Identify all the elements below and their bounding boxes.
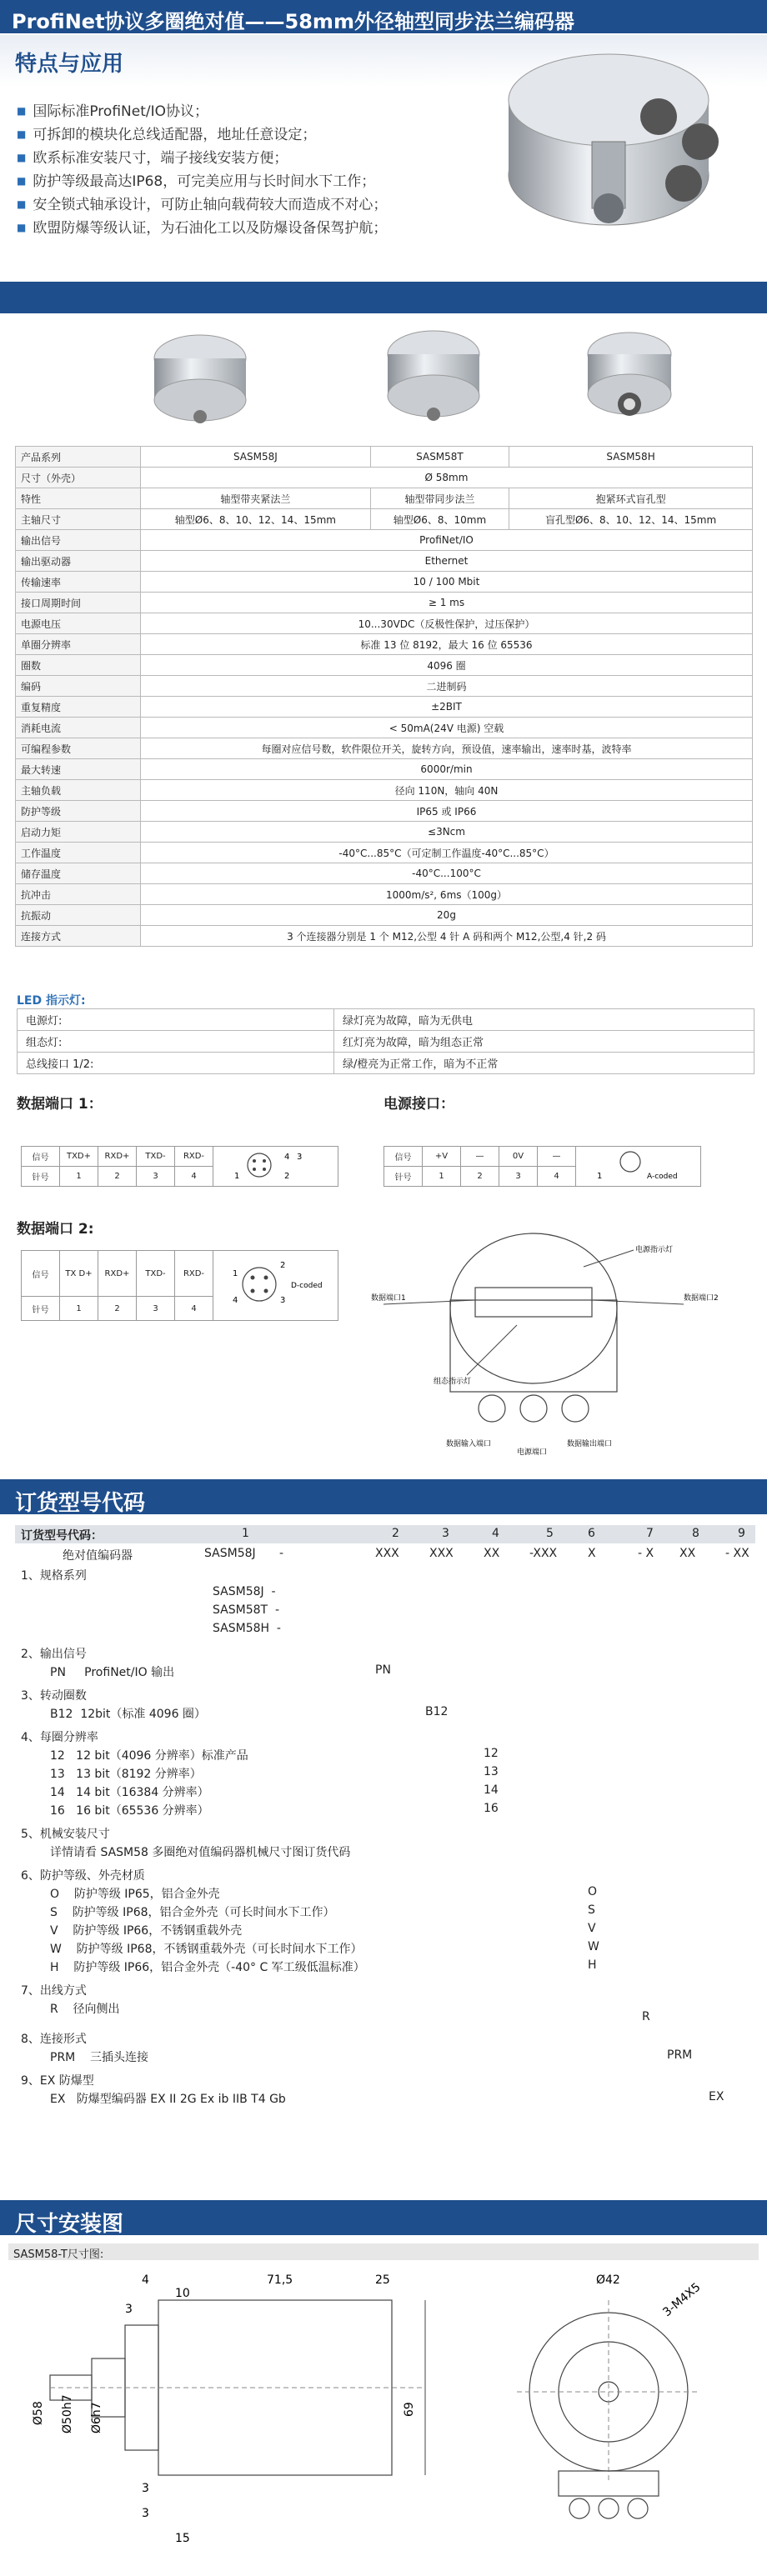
- order-item: PRM 三插头连接: [50, 2051, 149, 2064]
- order-model-cell: - X: [638, 1547, 654, 1560]
- order-item: PN ProfiNet/IO 输出: [50, 1666, 175, 1679]
- cell: 针号: [384, 1167, 423, 1187]
- connector-pin-icon: [580, 1147, 697, 1183]
- dim-label: 71,5: [267, 2273, 293, 2287]
- connector-diagram-cell: [576, 1147, 701, 1187]
- order-item: 详情请看 SASM58 多圈绝对值编码器机械尺寸图订货代码: [50, 1846, 351, 1859]
- svg-text:4: 4: [232, 1296, 238, 1305]
- spec-row: [16, 759, 753, 780]
- order-section-title: 9、EX 防爆型: [21, 2074, 94, 2088]
- order-item-code: O: [588, 1885, 598, 1898]
- cell: 1: [60, 1297, 98, 1321]
- order-item: SASM58T -: [213, 1603, 280, 1617]
- spec-label: 尺寸（外壳）: [16, 468, 141, 488]
- order-header-bar: [15, 1525, 755, 1543]
- spec-cell: < 50mA(24V 电源) 空载: [141, 718, 753, 738]
- order-item: R 径向侧出: [50, 2003, 120, 2016]
- order-section-title: 4、每圈分辨率: [21, 1731, 98, 1744]
- dim-label: Ø58: [32, 2401, 45, 2425]
- dcoded-label: D-coded: [290, 1282, 323, 1290]
- spec-table: [15, 446, 753, 947]
- spec-cell: 径向 110N，轴向 40N: [141, 780, 753, 801]
- encoder-port-diagram: [367, 1217, 750, 1467]
- spec-cell: ≥ 1 ms: [141, 593, 753, 613]
- config-led-label: 组态指示灯: [434, 1378, 472, 1386]
- order-item: B12 12bit（标准 4096 圈）: [50, 1708, 206, 1721]
- order-item: SASM58H -: [213, 1622, 281, 1635]
- led-title: LED 指示灯:: [17, 994, 86, 1008]
- order-section-title: 8、连接形式: [21, 2033, 87, 2046]
- data1-label: 数据端口1: [371, 1294, 406, 1303]
- product-image-sasm58t: [367, 321, 500, 433]
- dimension-sub: SASM58-T尺寸图:: [8, 2243, 759, 2260]
- order-section-title: 6、防护等级、外壳材质: [21, 1869, 145, 1883]
- order-item-code: 16: [484, 1802, 499, 1815]
- order-model-cell: XX: [484, 1547, 500, 1560]
- order-col-number: 1: [242, 1527, 249, 1540]
- spec-cell: 标准 13 位 8192，最大 16 位 65536: [141, 634, 753, 655]
- dimension-drawing: [25, 2267, 759, 2567]
- connector-pin-icon: [218, 1251, 334, 1318]
- cell: 1: [423, 1167, 461, 1187]
- cell: 3: [499, 1167, 538, 1187]
- dim-label: 3: [142, 2482, 149, 2495]
- order-item: S 防护等级 IP68，铝合金外壳（可长时间水下工作）: [50, 1906, 335, 1919]
- spec-row: [16, 551, 753, 572]
- spec-cell: 轴型Ø6、8、10mm: [370, 509, 509, 530]
- order-item-code: B12: [425, 1705, 449, 1718]
- spec-cell: SASM58T: [370, 447, 509, 468]
- svg-text:3: 3: [296, 1153, 302, 1162]
- svg-text:1: 1: [233, 1172, 239, 1181]
- order-item-code: R: [642, 2010, 650, 2023]
- spec-cell: 3 个连接器分别是 1 个 M12,公型 4 针 A 码和两个 M12,公型,4 针,2 码: [141, 926, 753, 947]
- cell: 针号: [22, 1297, 60, 1321]
- spec-cell: SASM58H: [509, 447, 753, 468]
- spec-label: 圈数: [16, 655, 141, 676]
- product-image-sasm58h: [567, 321, 692, 433]
- spec-row: [16, 822, 753, 843]
- order-item: SASM58J -: [213, 1585, 276, 1598]
- order-item-code: PRM: [667, 2048, 693, 2062]
- features-list: [17, 100, 387, 240]
- in-port-label: 数据输入端口: [446, 1440, 492, 1448]
- dim-label: 10: [175, 2287, 190, 2300]
- data-port2-table: [21, 1250, 338, 1321]
- svg-text:1: 1: [232, 1269, 238, 1278]
- order-item: V 防护等级 IP66，不锈钢重载外壳: [50, 1924, 243, 1938]
- order-col-number: 5: [546, 1527, 554, 1540]
- dim-label: 69: [403, 2402, 416, 2417]
- order-item-code: EX: [709, 2090, 724, 2103]
- spec-row: [16, 634, 753, 655]
- spec-cell: ≤3Ncm: [141, 822, 753, 843]
- spec-label: 产品系列: [16, 447, 141, 468]
- spec-label: 输出信号: [16, 530, 141, 551]
- order-col-number: 9: [738, 1527, 745, 1540]
- feature-item: ■ 可拆卸的模块化总线适配器，地址任意设定；: [17, 123, 387, 147]
- spec-label: 储存温度: [16, 863, 141, 884]
- cell: TXD-: [137, 1147, 175, 1167]
- order-item: 13 13 bit（8192 分辨率）: [50, 1768, 202, 1781]
- feature-item: ■ 安全锁式轴承设计，可防止轴向载荷较大而造成不对心；: [17, 193, 387, 217]
- connector-diagram-cell: [213, 1251, 338, 1321]
- spec-cell: IP65 或 IP66: [141, 801, 753, 822]
- cell: TXD+: [60, 1147, 98, 1167]
- led-label: 组态灯:: [18, 1031, 334, 1053]
- spec-cell: 1000m/s², 6ms（100g）: [141, 884, 753, 905]
- led-table: [17, 1008, 754, 1074]
- spec-label: 特性: [16, 488, 141, 509]
- spec-cell: -40°C...100°C: [141, 863, 753, 884]
- spec-row: [16, 676, 753, 697]
- order-col-number: 7: [646, 1527, 654, 1540]
- pwr-port-label: 电源端口: [517, 1448, 548, 1457]
- dim-label: 25: [375, 2273, 390, 2287]
- cell: TXD-: [137, 1251, 175, 1297]
- acoded-label: A-coded: [646, 1173, 678, 1181]
- order-item-code: S: [588, 1903, 595, 1917]
- svg-text:4: 4: [283, 1153, 289, 1162]
- order-item: 12 12 bit（4096 分辨率）标准产品: [50, 1749, 248, 1763]
- order-col-number: 3: [442, 1527, 449, 1540]
- cell: 1: [60, 1167, 98, 1187]
- spec-row: [16, 655, 753, 676]
- spec-row: [16, 843, 753, 863]
- order-item: EX 防爆型编码器 EX II 2G Ex ib IIB T4 Gb: [50, 2093, 286, 2106]
- led-text: 绿灯亮为故障，暗为无供电: [334, 1009, 754, 1031]
- order-item-code: 12: [484, 1747, 499, 1760]
- spec-label: 可编程参数: [16, 738, 141, 759]
- spec-label: 防护等级: [16, 801, 141, 822]
- cell: 0V: [499, 1147, 538, 1167]
- order-code-label: 订货型号代码：: [21, 1529, 103, 1543]
- order-item-code: 13: [484, 1765, 499, 1778]
- spec-cell: Ethernet: [141, 551, 753, 572]
- cell: 针号: [22, 1167, 60, 1187]
- spec-row: [16, 801, 753, 822]
- cell: RXD-: [175, 1147, 213, 1167]
- spec-label: 重复精度: [16, 697, 141, 718]
- out-port-label: 数据输出端口: [567, 1440, 613, 1448]
- order-item-code: V: [588, 1922, 596, 1935]
- led-label: 总线接口 1/2:: [18, 1053, 334, 1074]
- spec-row: [16, 447, 753, 468]
- feature-item: ■ 欧盟防爆等级认证，为石油化工以及防爆设备保驾护航；: [17, 217, 387, 240]
- spec-row: [16, 530, 753, 551]
- spec-label: 编码: [16, 676, 141, 697]
- product-image-sasm58j: [133, 325, 267, 433]
- svg-text:2: 2: [279, 1261, 285, 1270]
- spec-label: 消耗电流: [16, 718, 141, 738]
- data-port1-table: [21, 1146, 338, 1187]
- order-title: 订货型号代码: [15, 1491, 146, 1516]
- spec-label: 抗振动: [16, 905, 141, 926]
- cell: 3: [137, 1167, 175, 1187]
- spec-row: [16, 863, 753, 884]
- dim-label: 3: [142, 2507, 149, 2520]
- order-band: [0, 1479, 767, 1514]
- order-item: W 防护等级 IP68，不锈钢重载外壳（可长时间水下工作）: [50, 1943, 363, 1956]
- spec-row: [16, 509, 753, 530]
- cell: 4: [175, 1297, 213, 1321]
- cell: 信号: [384, 1147, 423, 1167]
- order-col-number: 6: [588, 1527, 595, 1540]
- spec-label: 单圈分辨率: [16, 634, 141, 655]
- spec-row: [16, 905, 753, 926]
- spec-row: [16, 926, 753, 947]
- order-model-cell: 绝对值编码器: [63, 1549, 133, 1563]
- order-model-cell: XXX: [429, 1547, 454, 1560]
- cell: —: [538, 1147, 576, 1167]
- order-item-code: 14: [484, 1783, 499, 1797]
- power-led-label: 电源指示灯: [635, 1246, 674, 1254]
- spec-cell: SASM58J: [141, 447, 371, 468]
- spec-row: [16, 884, 753, 905]
- spec-label: 抗冲击: [16, 884, 141, 905]
- svg-text:2: 2: [283, 1172, 289, 1181]
- features-title: 特点与应用: [15, 52, 124, 77]
- cell: 2: [98, 1297, 137, 1321]
- spec-cell: -40°C...85°C（可定制工作温度-40°C...85°C）: [141, 843, 753, 863]
- cell: 2: [461, 1167, 499, 1187]
- dim-label: Ø50h7: [61, 2394, 74, 2433]
- cell: 信号: [22, 1147, 60, 1167]
- order-model-cell: - XX: [725, 1547, 749, 1560]
- spec-label: 启动力矩: [16, 822, 141, 843]
- cell: 2: [98, 1167, 137, 1187]
- order-section-title: 5、机械安装尺寸: [21, 1828, 110, 1841]
- spec-cell: 6000r/min: [141, 759, 753, 780]
- order-model-cell: XX: [679, 1547, 696, 1560]
- order-section-title: 3、转动圈数: [21, 1689, 87, 1703]
- power-port-table: [384, 1146, 701, 1187]
- order-section-title: 7、出线方式: [21, 1984, 87, 1998]
- spec-cell: 轴型带夹紧法兰: [141, 488, 371, 509]
- order-section-title: 1、规格系列: [21, 1569, 87, 1583]
- spec-cell: 10...30VDC（反极性保护，过压保护）: [141, 613, 753, 634]
- spec-label: 连接方式: [16, 926, 141, 947]
- order-model-cell: X: [588, 1547, 596, 1560]
- spec-label: 主轴负载: [16, 780, 141, 801]
- cell: 4: [175, 1167, 213, 1187]
- spec-cell: 抱紧环式盲孔型: [509, 488, 753, 509]
- spec-label: 传输速率: [16, 572, 141, 593]
- spec-row: [16, 593, 753, 613]
- spec-label: 最大转速: [16, 759, 141, 780]
- order-item-code: PN: [375, 1663, 391, 1677]
- dim-label: 15: [175, 2532, 190, 2545]
- order-item-code: H: [588, 1958, 597, 1972]
- spec-label: 输出驱动器: [16, 551, 141, 572]
- order-model-cell: -XXX: [529, 1547, 558, 1560]
- spec-row: [16, 572, 753, 593]
- order-item: O 防护等级 IP65，铝合金外壳: [50, 1888, 220, 1901]
- cell: RXD+: [98, 1147, 137, 1167]
- spec-cell: 二进制码: [141, 676, 753, 697]
- dim-label: 4: [142, 2273, 149, 2287]
- spec-cell: 20g: [141, 905, 753, 926]
- spec-cell: ProfiNet/IO: [141, 530, 753, 551]
- spec-cell: ±2BIT: [141, 697, 753, 718]
- order-item: 16 16 bit（65536 分辨率）: [50, 1804, 209, 1818]
- cell: RXD+: [98, 1251, 137, 1297]
- dim-label: 3: [125, 2303, 133, 2316]
- cell: —: [461, 1147, 499, 1167]
- data-port2-title: 数据端口 2:: [17, 1221, 94, 1238]
- feature-item: ■ 国际标准ProfiNet/IO协议；: [17, 100, 387, 123]
- cell: 信号: [22, 1251, 60, 1297]
- dim-label: Ø6h7: [90, 2402, 103, 2433]
- spec-row: [16, 718, 753, 738]
- spec-cell: 盲孔型Ø6、8、10、12、14、15mm: [509, 509, 753, 530]
- spec-row: [16, 488, 753, 509]
- order-item-code: W: [588, 1940, 599, 1953]
- order-col-number: 2: [392, 1527, 399, 1540]
- cell: 3: [137, 1297, 175, 1321]
- order-model-cell: XXX: [375, 1547, 399, 1560]
- connector-pin-icon: [218, 1147, 334, 1183]
- spec-row: [16, 738, 753, 759]
- spec-cell: 每圈对应信号数，软件限位开关，旋转方向，预设值，速率输出，速率时基，波特率: [141, 738, 753, 759]
- spec-label: 电源电压: [16, 613, 141, 634]
- spec-cell: 4096 圈: [141, 655, 753, 676]
- spec-cell: 10 / 100 Mbit: [141, 572, 753, 593]
- cell: RXD-: [175, 1251, 213, 1297]
- led-text: 绿/橙亮为正常工作，暗为不正常: [334, 1053, 754, 1074]
- spec-row: [16, 697, 753, 718]
- cell: 4: [538, 1167, 576, 1187]
- cell: +V: [423, 1147, 461, 1167]
- data-port1-title: 数据端口 1：: [17, 1096, 103, 1113]
- svg-text:1: 1: [596, 1172, 602, 1181]
- data2-label: 数据端口2: [684, 1294, 719, 1303]
- encoder-hero-image: [467, 50, 750, 250]
- spec-row: [16, 613, 753, 634]
- order-col-number: 4: [492, 1527, 499, 1540]
- svg-text:3: 3: [279, 1296, 285, 1305]
- led-label: 电源灯:: [18, 1009, 334, 1031]
- order-model-cell: -: [279, 1547, 284, 1560]
- dimension-band: [0, 2200, 767, 2235]
- spec-cell: 轴型Ø6、8、10、12、14、15mm: [141, 509, 371, 530]
- order-model-cell: SASM58J: [204, 1547, 256, 1560]
- spec-label: 主轴尺寸: [16, 509, 141, 530]
- spec-label: 接口周期时间: [16, 593, 141, 613]
- feature-item: ■ 防护等级最高达IP68，可完美应用与长时间水下工作；: [17, 170, 387, 193]
- dim-label: 3-M4X5: [660, 2280, 704, 2320]
- power-port-title: 电源接口：: [384, 1096, 454, 1113]
- connector-diagram-cell: [213, 1147, 338, 1187]
- spec-row: [16, 780, 753, 801]
- spec-cell: Ø 58mm: [141, 468, 753, 488]
- order-section-title: 2、输出信号: [21, 1648, 87, 1661]
- spec-label: 工作温度: [16, 843, 141, 863]
- spec-row: [16, 468, 753, 488]
- cell: TX D+: [60, 1251, 98, 1297]
- dim-label: Ø42: [596, 2273, 620, 2287]
- spec-cell: 轴型带同步法兰: [370, 488, 509, 509]
- order-col-number: 8: [692, 1527, 699, 1540]
- dimension-title: 尺寸安装图: [15, 2212, 124, 2237]
- order-item: 14 14 bit（16384 分辨率）: [50, 1786, 209, 1799]
- feature-item: ■ 欧系标准安装尺寸，端子接线安装方便；: [17, 147, 387, 170]
- led-text: 红灯亮为故障，暗为组态正常: [334, 1031, 754, 1053]
- page-title: ProfiNet协议多圈绝对值——58mm外径轴型同步法兰编码器: [0, 0, 767, 33]
- order-item: H 防护等级 IP66，铝合金外壳（-40° C 军工级低温标准）: [50, 1961, 365, 1974]
- section-divider: [0, 282, 767, 313]
